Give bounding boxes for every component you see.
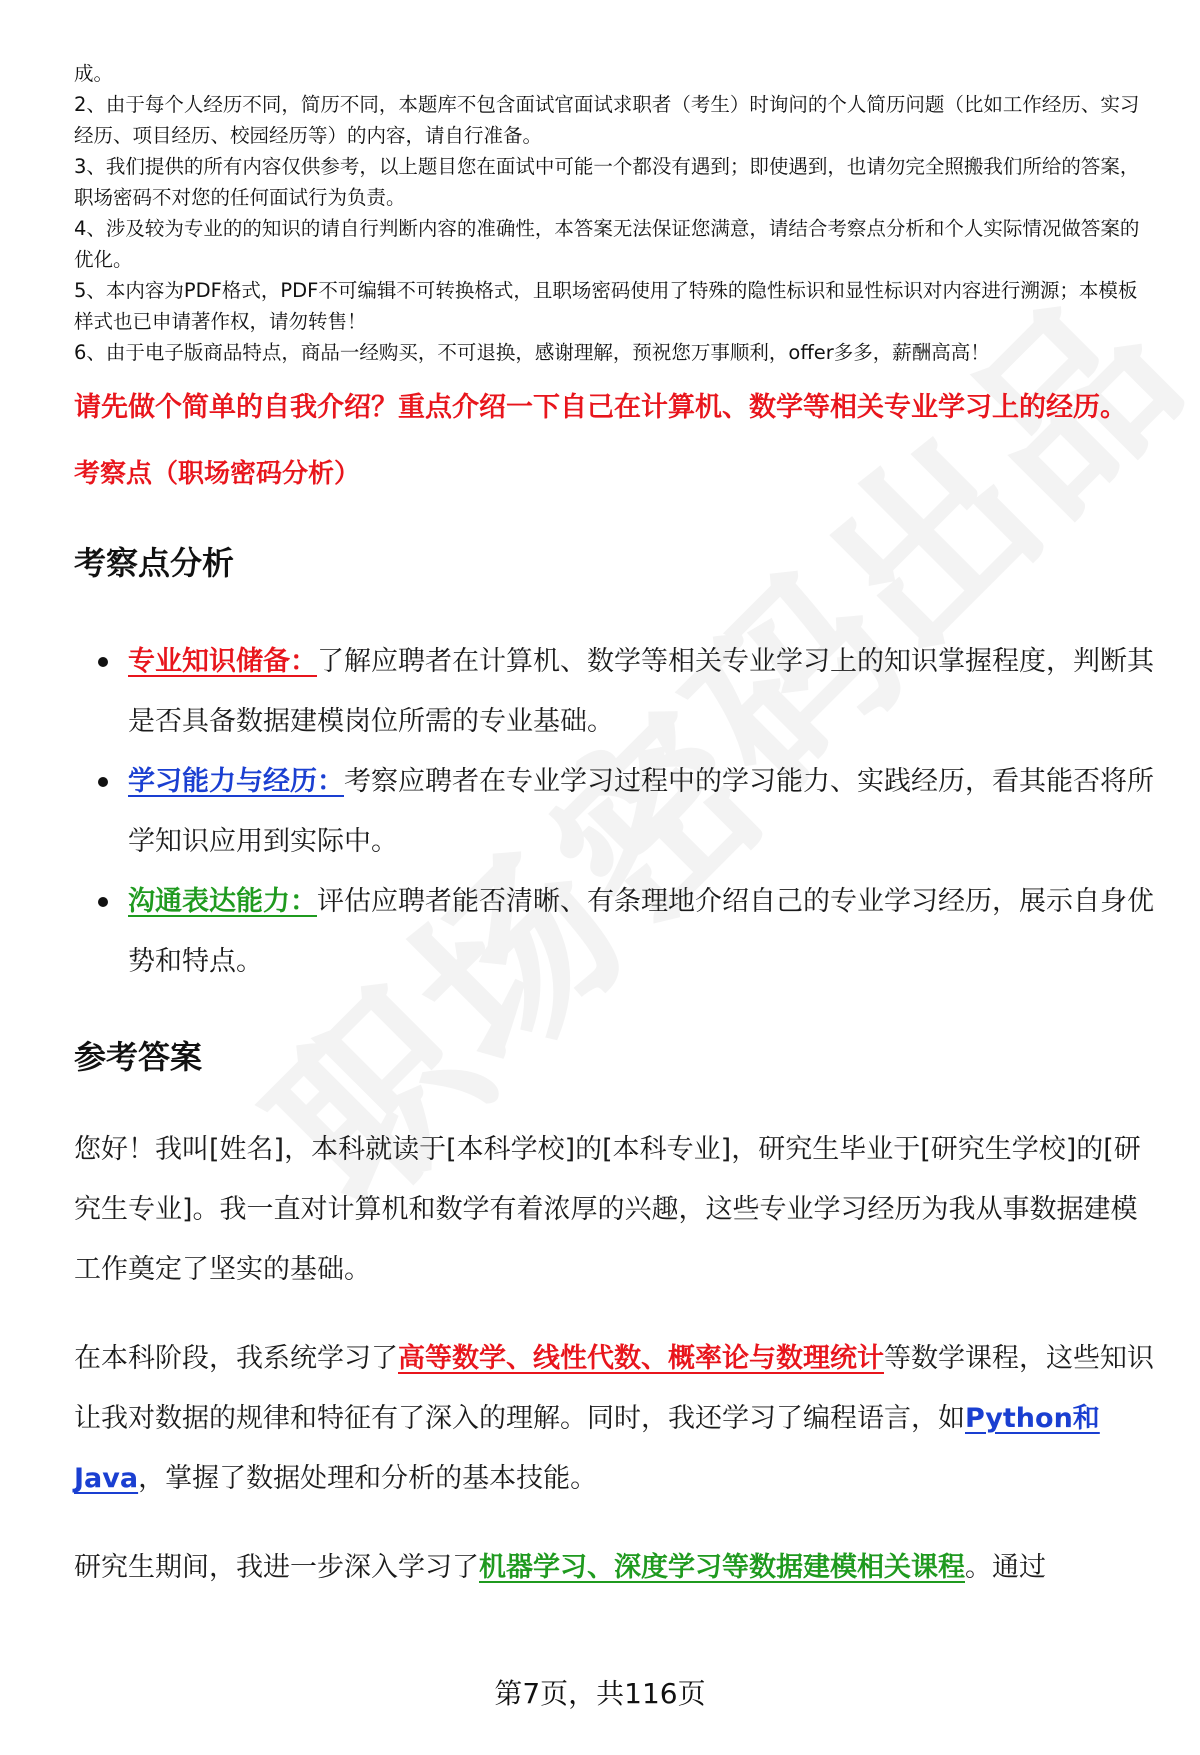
- answer-text: ，掌握了数据处理和分析的基本技能。: [138, 1463, 598, 1494]
- highlight-ml-courses: 机器学习、深度学习等数据建模相关课程: [479, 1552, 965, 1583]
- analysis-point: [74, 632, 1154, 752]
- answer-text: 在本科阶段，我系统学习了: [74, 1343, 398, 1374]
- answer-paragraph: [74, 1329, 1154, 1509]
- page-number: 第7页，共116页: [494, 1677, 706, 1710]
- analysis-heading: 考察点分析: [74, 544, 235, 582]
- interview-question: 请先做个简单的自我介绍？重点介绍一下自己在计算机、数学等相关专业学习上的经历。: [74, 392, 1127, 423]
- bullet-icon: [98, 657, 108, 667]
- point-text: 了解应聘者在计算机、数学等相关专业学习上的知识掌握程度，判断其是否具备数据建模岗位所需的专业基础。: [128, 646, 1154, 737]
- note-item: 6、由于电子版商品特点，商品一经购买，不可退换，感谢理解，预祝您万事顺利，offer多多，薪酬高高！: [74, 341, 990, 364]
- answer-paragraph: 您好！我叫[姓名]，本科就读于[本科学校]的[本科专业]，研究生毕业于[研究生学校]的[研究生专业]。我一直对计算机和数学有着浓厚的兴趣，这些专业学习经历为我从事数据建模工作奠定了坚实的基础。: [74, 1134, 1141, 1285]
- notes-list: [74, 58, 1154, 368]
- note-item: 4、涉及较为专业的的知识的请自行判断内容的准确性，本答案无法保证您满意，请结合考察点分析和个人实际情况做答案的优化。: [74, 217, 1140, 271]
- document-page: [74, 58, 1154, 1598]
- analysis-point: [74, 872, 1154, 992]
- answer-text: 。通过: [965, 1552, 1046, 1583]
- bullet-icon: [98, 897, 108, 907]
- point-label: 学习能力与经历：: [128, 766, 344, 797]
- analysis-points: [74, 632, 1154, 992]
- answer-heading: 参考答案: [74, 1038, 203, 1076]
- note-item: 成。: [74, 62, 114, 85]
- point-label: 沟通表达能力：: [128, 886, 317, 917]
- point-text: 考察应聘者在专业学习过程中的学习能力、实践经历，看其能否将所学知识应用到实际中。: [128, 766, 1154, 857]
- highlight-languages: Python和Java: [74, 1403, 1100, 1494]
- note-item: 5、本内容为PDF格式，PDF不可编辑不可转换格式，且职场密码使用了特殊的隐性标识和显性标识对内容进行溯源；本模板样式也已申请著作权，请勿转售！: [74, 279, 1138, 333]
- answer-paragraph: [74, 1538, 1154, 1598]
- bullet-icon: [98, 777, 108, 787]
- exam-point-label: 考察点（职场密码分析）: [74, 459, 361, 489]
- point-text: 评估应聘者能否清晰、有条理地介绍自己的专业学习经历，展示自身优势和特点。: [128, 886, 1154, 977]
- highlight-math-courses: 高等数学、线性代数、概率论与数理统计: [398, 1343, 884, 1374]
- answer-text: 等数学课程，这些知识让我对数据的规律和特征有了深入的理解。同时，我还学习了编程语言，如: [74, 1343, 1154, 1434]
- point-label: 专业知识储备：: [128, 646, 317, 677]
- analysis-point: [74, 752, 1154, 872]
- answer-text: 研究生期间，我进一步深入学习了: [74, 1552, 479, 1583]
- note-item: 2、由于每个人经历不同，简历不同，本题库不包含面试官面试求职者（考生）时询问的个人简历问题（比如工作经历、实习经历、项目经历、校园经历等）的内容，请自行准备。: [74, 93, 1140, 147]
- note-item: 3、我们提供的所有内容仅供参考，以上题目您在面试中可能一个都没有遇到；即使遇到，也请勿完全照搬我们所给的答案，职场密码不对您的任何面试行为负责。: [74, 155, 1140, 209]
